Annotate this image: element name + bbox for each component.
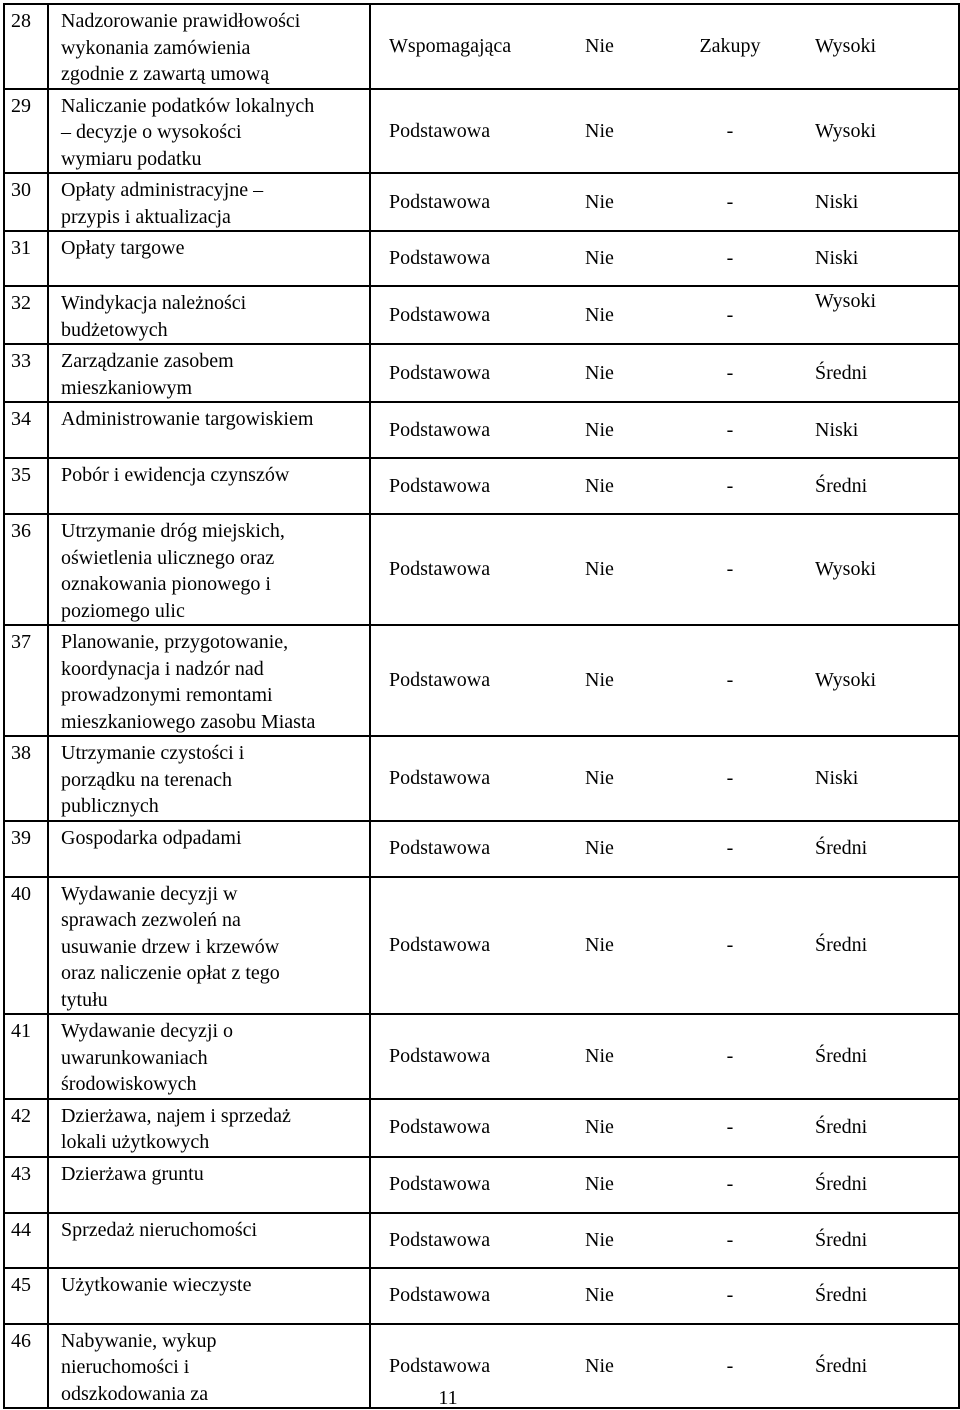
process-attributes [370,1099,959,1157]
page-number: 11 [438,1387,458,1409]
process-attributes [370,231,959,286]
process-name-line: Planowanie, przygotowanie, [61,631,289,653]
process-level: Niski [815,190,859,213]
process-department: - [726,190,734,213]
process-attributes [370,458,959,514]
process-department: - [726,119,734,142]
process-department: - [726,558,734,581]
process-name-line: Nabywanie, wykup [61,1329,217,1352]
table-row [4,1099,959,1157]
process-department: - [726,361,734,384]
table-row [4,4,959,89]
process-name [48,1014,370,1099]
process-level: Średni [815,361,868,384]
row-number: 46 [4,1324,48,1409]
table-row [4,89,959,174]
process-level: Średni [815,1354,868,1377]
process-name-line: Opłaty administracyjne – [61,179,264,201]
process-name-line: Administrowanie targowiskiem [61,408,314,430]
row-number: 37 [4,625,48,736]
process-name-line: publicznych [61,795,159,817]
table-body [4,4,959,1408]
process-flag: Nie [585,418,614,441]
row-number: 40 [4,877,48,1015]
process-name-line: tytułu [61,988,108,1011]
process-department: - [726,1116,734,1139]
process-flag: Nie [585,669,614,692]
process-type: Podstawowa [389,418,491,441]
process-flag: Nie [585,1354,614,1377]
process-name-line: prowadzonymi remontami [61,684,273,706]
process-name-line: zgodnie z zawartą umową [61,63,270,85]
process-name [48,1157,370,1213]
process-name-line: Naliczanie podatków lokalnych [61,94,315,117]
process-flag: Nie [585,247,614,270]
table-row [4,821,959,877]
table-row [4,231,959,286]
process-name-line: wykonania zamówienia [61,36,251,59]
table-row [4,402,959,458]
process-department: - [726,247,734,270]
table-row [4,1268,959,1324]
process-name-line: oświetlenia ulicznego oraz [61,546,275,569]
process-type: Podstawowa [389,119,491,142]
process-department: - [726,934,734,956]
process-name-line: koordynacja i nadzór nad [61,657,264,680]
row-number: 42 [4,1099,48,1157]
process-type: Podstawowa [389,1284,491,1307]
process-name [48,344,370,402]
row-number: 35 [4,458,48,514]
process-name-line: oznakowania pionowego i [61,573,271,595]
process-name-line: oraz naliczenie opłat z tego [61,962,280,984]
process-type: Podstawowa [389,558,491,581]
process-type: Wspomagająca [389,35,512,57]
process-level: Średni [815,837,868,860]
process-department: - [726,837,734,860]
process-department: - [726,303,734,326]
process-name-line: Wydawanie decyzji w [61,882,238,905]
process-flag: Nie [585,1228,614,1251]
process-type: Podstawowa [389,669,491,692]
process-flag: Nie [585,35,614,57]
process-name [48,736,370,821]
process-name-line: mieszkaniowego zasobu Miasta [61,710,316,733]
process-name [48,89,370,174]
row-number: 43 [4,1157,48,1213]
process-department: - [726,1228,734,1251]
process-department: - [726,1173,734,1196]
row-number: 39 [4,821,48,877]
process-name-line: – decyzje o wysokości [61,121,242,143]
process-name [48,1268,370,1324]
process-table [3,3,960,1409]
process-type: Podstawowa [389,934,491,956]
process-type: Podstawowa [389,837,491,860]
row-number: 45 [4,1268,48,1324]
process-name-line: Wydawanie decyzji o [61,1020,234,1042]
process-name-line: wymiaru podatku [61,147,202,170]
process-department: - [726,1354,734,1377]
row-number: 30 [4,173,48,231]
process-name [48,514,370,625]
process-name [48,1099,370,1157]
process-name-line: poziomego ulic [61,599,185,622]
process-department: - [726,1284,734,1307]
process-name-line: lokali użytkowych [61,1131,210,1153]
process-attributes [370,1213,959,1268]
process-name-line: Użytkowanie wieczyste [61,1273,252,1296]
process-name [48,821,370,877]
process-flag: Nie [585,767,614,789]
process-name-line: mieszkaniowym [61,376,193,399]
process-level: Średni [815,1045,868,1067]
process-type: Podstawowa [389,190,491,213]
process-level: Średni [815,1284,868,1307]
process-name-line: Sprzedaż nieruchomości [61,1218,258,1241]
process-attributes [370,821,959,877]
table-row [4,344,959,402]
process-name-line: Opłaty targowe [61,237,185,259]
process-department: - [726,418,734,441]
process-level: Wysoki [815,289,877,312]
process-level: Niski [815,767,859,789]
table-row [4,458,959,514]
process-flag: Nie [585,1284,614,1307]
process-name [48,402,370,458]
process-name-line: przypis i aktualizacja [61,205,231,228]
process-level: Średni [815,1228,868,1251]
table-row [4,1157,959,1213]
process-level: Wysoki [815,35,877,57]
process-flag: Nie [585,119,614,142]
process-name [48,286,370,344]
process-type: Podstawowa [389,1228,491,1251]
table-row [4,173,959,231]
row-number: 41 [4,1014,48,1099]
process-type: Podstawowa [389,1045,491,1067]
process-flag: Nie [585,474,614,497]
process-type: Podstawowa [389,767,491,789]
process-name [48,231,370,286]
row-number: 36 [4,514,48,625]
row-number: 29 [4,89,48,174]
row-number: 31 [4,231,48,286]
row-number: 44 [4,1213,48,1268]
table-row [4,625,959,736]
process-name-line: odszkodowania za [61,1382,209,1405]
row-number: 38 [4,736,48,821]
process-name-line: Utrzymanie dróg miejskich, [61,520,285,542]
table-row [4,877,959,1015]
process-level: Niski [815,418,859,441]
process-level: Średni [815,474,868,497]
process-flag: Nie [585,1116,614,1139]
process-type: Podstawowa [389,1173,491,1196]
row-number: 28 [4,4,48,89]
process-name-line: Nadzorowanie prawidłowości [61,10,301,32]
process-attributes [370,402,959,458]
process-level: Wysoki [815,119,877,142]
process-name [48,877,370,1015]
process-level: Średni [815,1173,868,1196]
process-attributes [370,625,959,736]
process-name-line: usuwanie drzew i krzewów [61,935,280,958]
process-name [48,458,370,514]
row-number: 33 [4,344,48,402]
table-row [4,514,959,625]
process-flag: Nie [585,303,614,326]
process-attributes [370,877,959,1015]
process-attributes [370,89,959,174]
process-level: Średni [815,934,868,956]
process-flag: Nie [585,190,614,213]
process-name [48,173,370,231]
process-flag: Nie [585,558,614,581]
process-name [48,1213,370,1268]
process-name-line: sprawach zezwoleń na [61,909,241,931]
process-name-line: Utrzymanie czystości i [61,742,245,764]
process-level: Wysoki [815,558,877,581]
process-level: Średni [815,1116,868,1139]
process-type: Podstawowa [389,361,491,384]
process-level: Niski [815,247,859,270]
process-attributes [370,1157,959,1213]
process-department: - [726,767,734,789]
process-flag: Nie [585,361,614,384]
process-attributes [370,344,959,402]
process-attributes [370,173,959,231]
process-attributes [370,1268,959,1324]
process-flag: Nie [585,837,614,860]
table-row [4,736,959,821]
process-name-line: nieruchomości i [61,1356,190,1378]
process-name [48,625,370,736]
process-name-line: Windykacja należności [61,292,247,314]
table-row [4,286,959,344]
process-attributes [370,286,959,344]
process-attributes [370,736,959,821]
process-attributes [370,4,959,89]
process-attributes [370,1014,959,1099]
process-flag: Nie [585,1045,614,1067]
process-type: Podstawowa [389,247,491,270]
process-name-line: Zarządzanie zasobem [61,350,234,372]
table-row [4,1014,959,1099]
process-name-line: uwarunkowaniach [61,1046,208,1069]
process-name-line: porządku na terenach [61,768,233,791]
process-name-line: Pobór i ewidencja czynszów [61,464,290,486]
process-name-line: budżetowych [61,318,168,341]
process-type: Podstawowa [389,1354,491,1377]
process-department: - [726,474,734,497]
process-level: Wysoki [815,669,877,692]
process-type: Podstawowa [389,303,491,326]
row-number: 34 [4,402,48,458]
process-name [48,4,370,89]
process-department: Zakupy [699,35,761,57]
process-name-line: środowiskowych [61,1073,197,1095]
process-flag: Nie [585,934,614,956]
table-row [4,1213,959,1268]
process-type: Podstawowa [389,474,491,497]
process-name-line: Dzierżawa gruntu [61,1162,204,1185]
process-department: - [726,669,734,692]
process-department: - [726,1045,734,1067]
process-flag: Nie [585,1173,614,1196]
process-attributes [370,514,959,625]
process-name-line: Dzierżawa, najem i sprzedaż [61,1104,291,1127]
process-type: Podstawowa [389,1116,491,1139]
row-number: 32 [4,286,48,344]
process-name-line: Gospodarka odpadami [61,826,242,849]
